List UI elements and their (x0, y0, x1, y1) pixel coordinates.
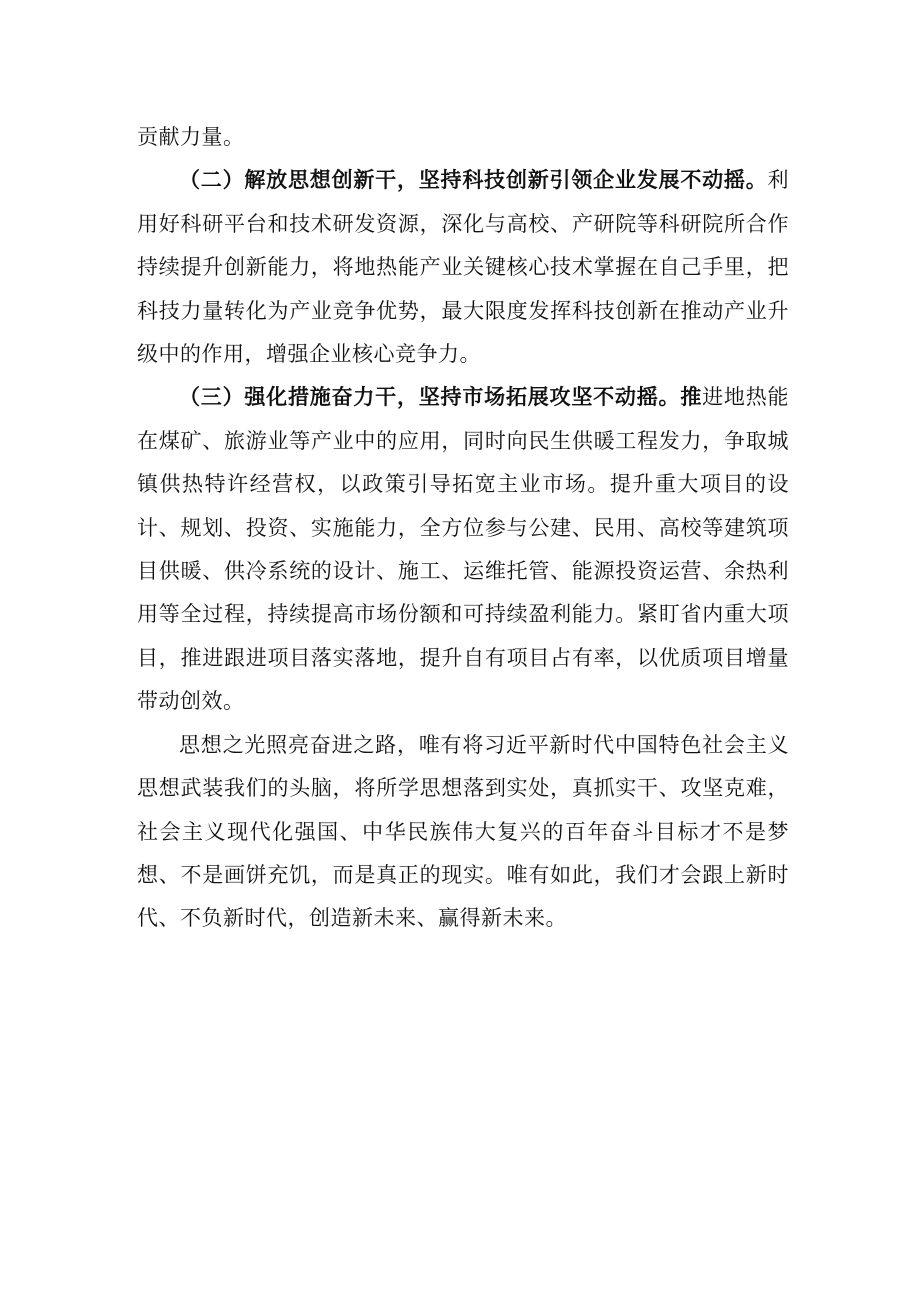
paragraph-section-two (137, 159, 789, 376)
paragraph-text: 贡献力量。 (137, 125, 245, 149)
section-two-heading: （二）解放思想创新干，坚持科技创新引领企业发展不动摇。 (179, 168, 768, 193)
paragraph-section-three (137, 376, 789, 723)
conclusion-text: 思想之光照亮奋进之路，唯有将习近平新时代中国特色社会主义思想武装我们的头脑，将所学思想落到实处，真抓实干、攻坚克难，社会主义现代化强国、中华民族伟大复兴的百年奋斗目标才不是梦想、不是画饼充饥，而是真正的现实。唯有如此，我们才会跟上新时代、不负新时代，创造新未来、赢得新未来。 (137, 732, 789, 931)
section-two-body: 利用好科研平台和技术研发资源，深化与高校、产研院等科研院所合作持续提升创新能力，将地热能产业关键核心技术掌握在自己手里，把科技力量转化为产业竞争优势，最大限度发挥科技创新在推动产业升级中的作用，增强企业核心竞争力。 (137, 168, 789, 367)
section-three-heading: （三）强化措施奋力干，坚持市场拓展攻坚不动摇。推 (179, 385, 703, 410)
document-page (137, 116, 789, 941)
section-three-body: 进地热能在煤矿、旅游业等产业中的应用，同时向民生供暖工程发力，争取城镇供热特许经营权，以政策引导拓宽主业市场。提升重大项目的设计、规划、投资、实施能力，全方位参与公建、民用、高校等建筑项目供暖、供冷系统的设计、施工、运维托管、能源投资运营、余热利用等全过程，持续提高市场份额和可持续盈利能力。紧盯省内重大项目，推进跟进项目落实落地，提升自有项目占有率，以优质项目增量带动创效。 (137, 385, 789, 714)
paragraph-conclusion (137, 724, 789, 941)
paragraph-continuation (137, 116, 789, 159)
